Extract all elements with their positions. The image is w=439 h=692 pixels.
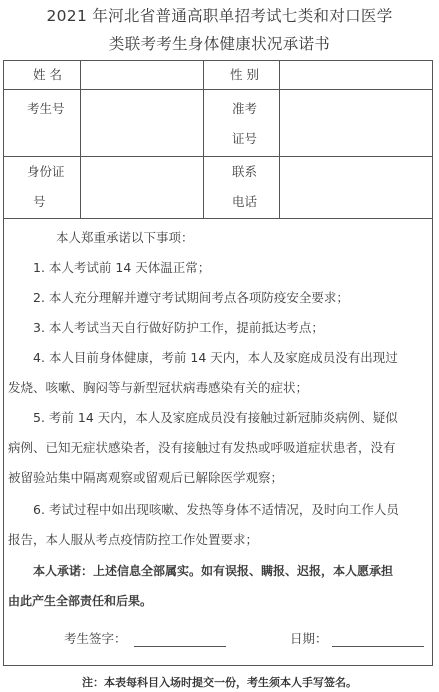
phone-label-line-1: 联系 bbox=[232, 164, 258, 179]
gender-label: 性 别 bbox=[230, 67, 259, 82]
pledge-item-6-line-2: 报告，本人服从考点疫情防控工作处置要求； bbox=[8, 532, 259, 547]
name-field[interactable] bbox=[83, 62, 201, 88]
admission-number-field[interactable] bbox=[282, 91, 430, 155]
phone-field[interactable] bbox=[282, 157, 430, 217]
footer-note: 注：本表每科目入场时提交一份，考生须本人手写签名。 bbox=[82, 676, 357, 689]
commitment-statement-line-1: 本人承诺：上述信息全部属实。如有误报、瞒报、迟报，本人愿承担 bbox=[33, 564, 394, 578]
column-divider bbox=[279, 61, 280, 218]
document-title-line-1: 2021 年河北省普通高职单招考试七类和对口医学 bbox=[46, 7, 393, 25]
row-divider bbox=[4, 89, 432, 90]
phone-label-line-2: 电话 bbox=[232, 194, 258, 209]
pledge-intro: 本人郑重承诺以下事项： bbox=[56, 230, 194, 245]
pledge-item-3: 3. 本人考试当天自行做好防护工作，提前抵达考点； bbox=[33, 320, 324, 335]
pledge-item-5-line-1: 5. 考前 14 天内，本人及家庭成员没有接触过新冠肺炎病例、疑似 bbox=[33, 410, 398, 425]
document-title-line-2: 类联考考生身体健康状况承诺书 bbox=[108, 35, 331, 53]
column-divider bbox=[80, 61, 81, 218]
commitment-statement-line-2: 由此产生全部责任和后果。 bbox=[8, 594, 153, 608]
exam-number-label: 考生号 bbox=[27, 101, 65, 116]
id-number-field[interactable] bbox=[83, 157, 201, 217]
date-label: 日期： bbox=[290, 631, 328, 646]
pledge-item-4-line-2: 发烧、咳嗽、胸闷等与新型冠状病毒感染有关的症状； bbox=[8, 380, 309, 395]
pledge-item-5-line-3: 被留验站集中隔离观察或留观后已解除医学观察； bbox=[8, 470, 284, 485]
pledge-item-5-line-2: 病例、已知无症状感染者，没有接触过有发热或呼吸道症状患者，没有 bbox=[8, 440, 396, 455]
pledge-form-table bbox=[3, 60, 433, 666]
admission-number-label-line-1: 准考 bbox=[232, 101, 258, 116]
gender-field[interactable] bbox=[282, 62, 430, 88]
exam-number-field[interactable] bbox=[83, 91, 201, 155]
column-divider bbox=[203, 61, 204, 218]
pledge-item-6-line-1: 6. 考试过程中如出现咳嗽、发热等身体不适情况，及时向工作人员 bbox=[33, 502, 399, 517]
signature-label: 考生签字： bbox=[64, 631, 127, 646]
signature-line[interactable] bbox=[134, 646, 226, 647]
name-label: 姓 名 bbox=[33, 67, 62, 82]
id-number-label-line-2: 号 bbox=[33, 194, 46, 209]
row-divider bbox=[4, 218, 432, 219]
id-number-label-line-1: 身份证 bbox=[27, 164, 65, 179]
date-line[interactable] bbox=[332, 646, 424, 647]
pledge-item-1: 1. 本人考试前 14 天体温正常； bbox=[33, 260, 211, 275]
admission-number-label-line-2: 证号 bbox=[232, 131, 258, 146]
pledge-item-2: 2. 本人充分理解并遵守考试期间考点各项防疫安全要求； bbox=[33, 290, 349, 305]
pledge-item-4-line-1: 4. 本人目前身体健康，考前 14 天内，本人及家庭成员没有出现过 bbox=[33, 350, 398, 365]
